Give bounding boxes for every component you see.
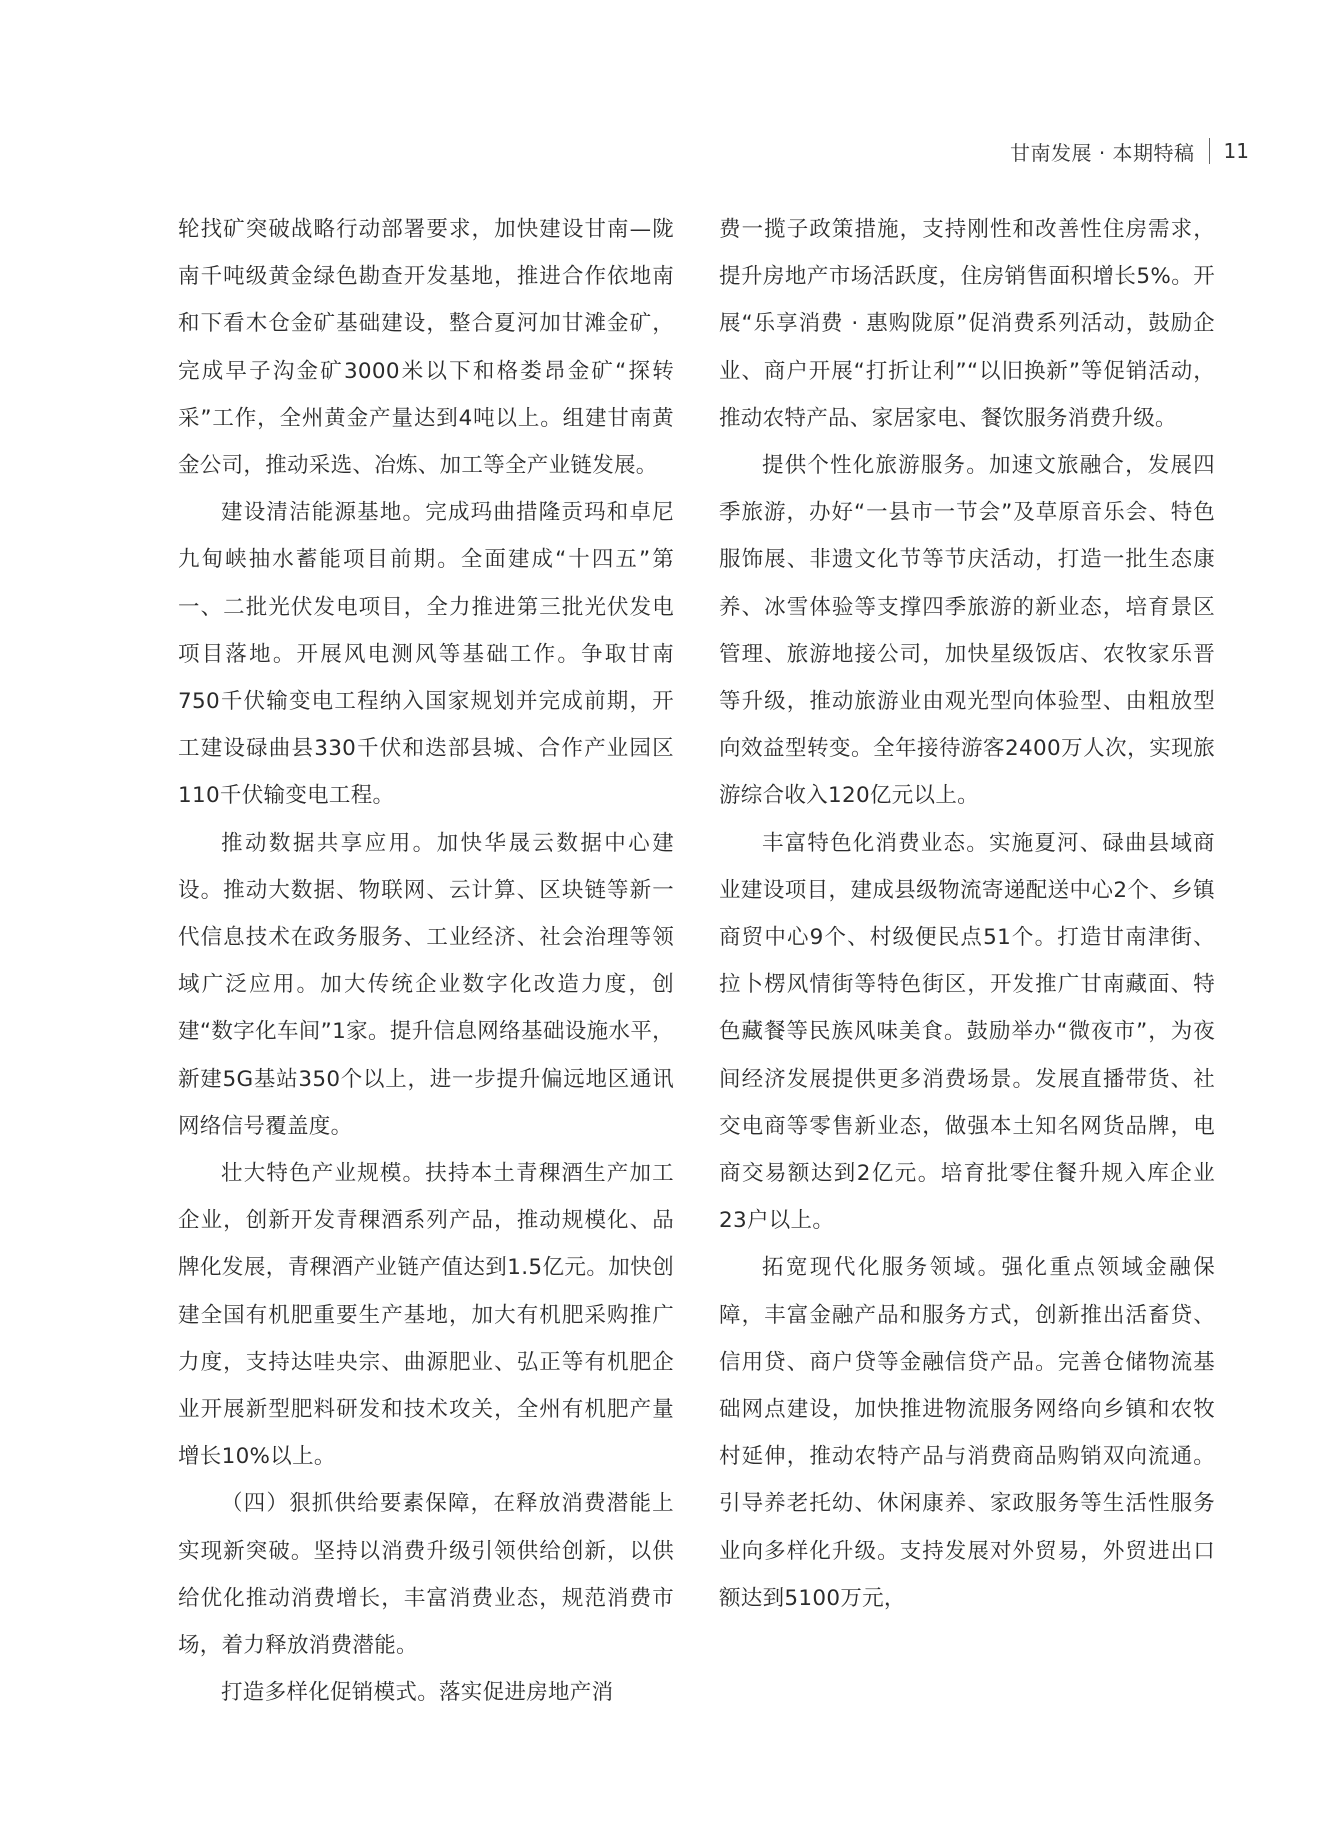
paragraph-continued: 轮找矿突破战略行动部署要求，加快建设甘南—陇南千吨级黄金绿色勘查开发基地，推进合作依地南和下看木仓金矿基础建设，整合夏河加甘滩金矿，完成早子沟金矿3000米以下和格娄昂金矿“探转采”工作，全州黄金产量达到4吨以上。组建甘南黄金公司，推动采选、冶炼、加工等全产业链发展。	[178, 217, 674, 479]
page-number: 11	[1223, 139, 1249, 163]
paragraph: 建设清洁能源基地。完成玛曲措隆贡玛和卓尼九甸峡抽水蓄能项目前期。全面建成“十四五”第一、二批光伏发电项目，全力推进第三批光伏发电项目落地。开展风电测风等基础工作。争取甘南750千伏输变电工程纳入国家规划并完成前期，开工建设碌曲县330千伏和迭部县城、合作产业园区110千伏输变电工程。	[178, 500, 674, 809]
paragraph: 打造多样化促销模式。落实促进房地产消	[221, 1680, 614, 1706]
section-title: 甘南发展 · 本期特稿	[1009, 140, 1195, 165]
paragraph: 推动数据共享应用。加快华晟云数据中心建设。推动大数据、物联网、云计算、区块链等新一代信息技术在政务服务、工业经济、社会治理等领域广泛应用。加大传统企业数字化改造力度，创建“数字化车间”1家。提升信息网络基础设施水平，新建5G基站350个以上，进一步提升偏远地区通讯网络信号覆盖度。	[178, 830, 674, 1139]
paragraph: 提供个性化旅游服务。加速文旅融合，发展四季旅游，办好“一县市一节会”及草原音乐会、特色服饰展、非遗文化节等节庆活动，打造一批生态康养、冰雪体验等支撑四季旅游的新业态，培育景区管理、旅游地接公司，加快星级饭店、农牧家乐晋等升级，推动旅游业由观光型向体验型、由粗放型向效益型转变。全年接待游客2400万人次，实现旅游综合收入120亿元以上。	[719, 453, 1215, 809]
right-column	[719, 206, 1215, 1622]
header-divider	[1209, 138, 1210, 164]
section-heading-paragraph: （四）狠抓供给要素保障，在释放消费潜能上实现新突破。坚持以消费升级引领供给创新，以供给优化推动消费增长，丰富消费业态，规范消费市场，着力释放消费潜能。	[178, 1491, 674, 1659]
left-column	[178, 206, 674, 1717]
paragraph: 丰富特色化消费业态。实施夏河、碌曲县域商业建设项目，建成县级物流寄递配送中心2个、乡镇商贸中心9个、村级便民点51个。打造甘南津街、拉卜楞风情街等特色街区，开发推广甘南藏面、特色藏餐等民族风味美食。鼓励举办“微夜市”，为夜间经济发展提供更多消费场景。发展直播带货、社交电商等零售新业态，做强本土知名网货品牌，电商交易额达到2亿元。培育批零住餐升规入库企业23户以上。	[719, 830, 1215, 1234]
paragraph-continued: 费一揽子政策措施，支持刚性和改善性住房需求，提升房地产市场活跃度，住房销售面积增长5%。开展“乐享消费 · 惠购陇原”促消费系列活动，鼓励企业、商户开展“打折让利”“以旧换新”等促销活动，推动农特产品、家居家电、餐饮服务消费升级。	[719, 217, 1215, 431]
paragraph: 拓宽现代化服务领域。强化重点领域金融保障，丰富金融产品和服务方式，创新推出活畜贷、信用贷、商户贷等金融信贷产品。完善仓储物流基础网点建设，加快推进物流服务网络向乡镇和农牧村延伸，推动农特产品与消费商品购销双向流通。引导养老托幼、休闲康养、家政服务等生活性服务业向多样化升级。支持发展对外贸易，外贸进出口额达到5100万元，	[719, 1255, 1215, 1611]
running-header	[1010, 134, 1249, 168]
paragraph: 壮大特色产业规模。扶持本土青稞酒生产加工企业，创新开发青稞酒系列产品，推动规模化、品牌化发展，青稞酒产业链产值达到1.5亿元。加快创建全国有机肥重要生产基地，加大有机肥采购推广力度，支持达哇央宗、曲源肥业、弘正等有机肥企业开展新型肥料研发和技术攻关，全州有机肥产量增长10%以上。	[178, 1161, 674, 1470]
